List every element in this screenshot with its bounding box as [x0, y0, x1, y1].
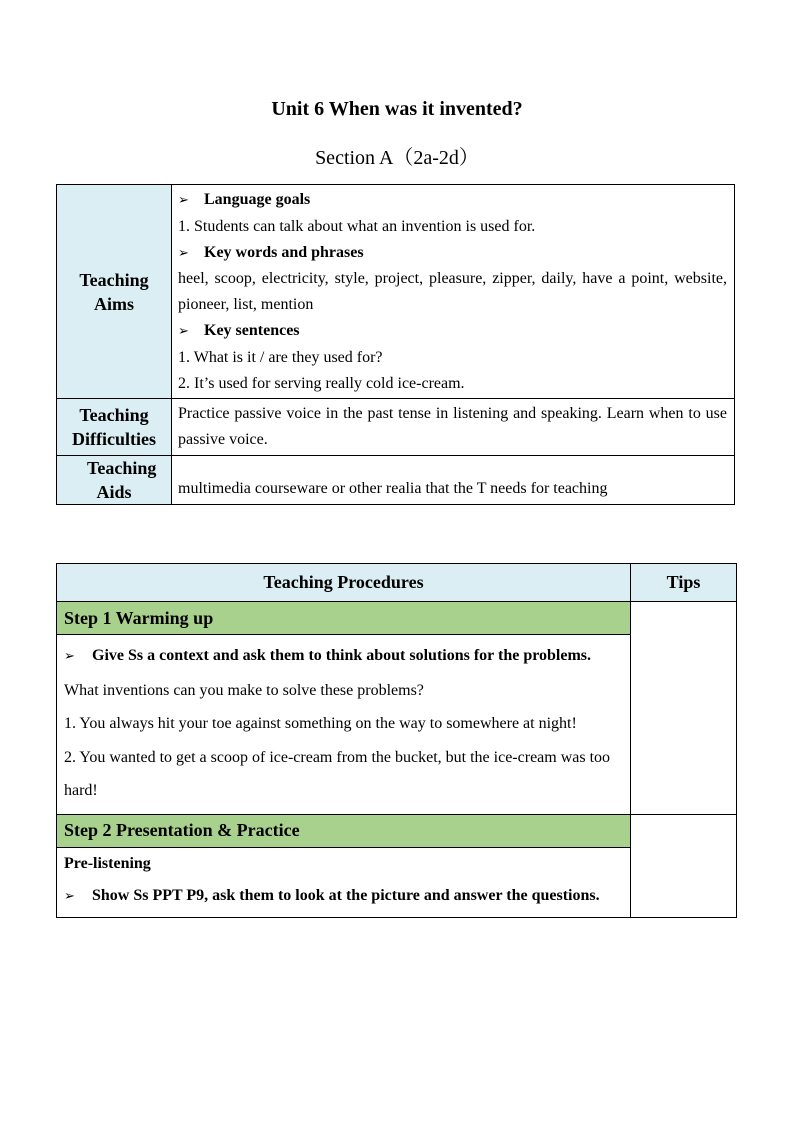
- step1-item1: 1. You always hit your toe against something on the way to somewhere at night!: [64, 715, 577, 732]
- key-sentence-2: 2. It’s used for serving really cold ice-cream.: [178, 374, 465, 392]
- key-sentence-1: 1. What is it / are they used for?: [178, 348, 383, 366]
- key-words-heading: ➢ Key words and phrases: [178, 240, 727, 267]
- step2-body: [57, 847, 631, 917]
- aids-text: multimedia courseware or other realia that the T needs for teaching: [172, 455, 735, 504]
- aids-row: [57, 455, 735, 504]
- step1-title: Step 1 Warming up: [57, 602, 631, 635]
- document-title: Unit 6 When was it invented?: [271, 98, 523, 120]
- step1-tips-cell: [631, 602, 737, 815]
- step2-title-row: [57, 814, 737, 847]
- arrowhead-bullet-icon: ➢: [178, 193, 189, 208]
- step1-bullet: ➢ Give Ss a context and ask them to think about solutions for the problems.: [64, 639, 623, 674]
- document-subtitle: Section A（2a-2d）: [315, 147, 479, 169]
- step2-subheading: Pre-listening: [64, 854, 151, 872]
- tips-column-header: Tips: [631, 564, 737, 602]
- step1-question: What inventions can you make to solve these problems?: [64, 681, 424, 699]
- aims-label-cell: [57, 185, 172, 399]
- aims-row: [57, 185, 735, 399]
- procedures-column-header: Teaching Procedures: [57, 564, 631, 602]
- teaching-aims-table: [56, 184, 735, 505]
- step1-item2: 2. You wanted to get a scoop of ice-cream from the bucket, but the ice-cream was too hard!: [64, 748, 611, 799]
- difficulties-label-cell: [57, 399, 172, 456]
- aims-label: Teaching Aims: [79, 269, 149, 314]
- arrowhead-bullet-icon: ➢: [64, 888, 75, 904]
- step2-bullet: ➢ Show Ss PPT P9, ask them to look at the picture and answer the questions.: [64, 880, 623, 913]
- language-goals-text: 1. Students can talk about what an invention is used for.: [178, 217, 536, 235]
- procedures-header-row: [57, 564, 737, 602]
- step2-tips-cell: [631, 814, 737, 917]
- aids-label-cell: [57, 455, 172, 504]
- step1-title-row: [57, 602, 737, 635]
- aims-content-cell: [172, 185, 735, 399]
- difficulties-label: Teaching Difficulties: [72, 405, 156, 450]
- difficulties-text: Practice passive voice in the past tense in listening and speaking. Learn when to use passive voice.: [172, 399, 735, 456]
- step2-title: Step 2 Presentation & Practice: [57, 814, 631, 847]
- aids-label: Teaching Aids: [87, 457, 157, 502]
- step1-body: [57, 635, 631, 815]
- key-sentences-heading: ➢ Key sentences: [178, 318, 727, 345]
- arrowhead-bullet-icon: ➢: [178, 245, 189, 261]
- arrowhead-bullet-icon: ➢: [178, 323, 189, 339]
- key-words-text: heel, scoop, electricity, style, project, pleasure, zipper, daily, have a point, website, pioneer, list, mention: [178, 270, 727, 314]
- teaching-procedures-table: [56, 563, 737, 918]
- difficulties-row: [57, 399, 735, 456]
- language-goals-heading: ➢ Language goals: [178, 187, 727, 214]
- arrowhead-bullet-icon: ➢: [64, 649, 75, 664]
